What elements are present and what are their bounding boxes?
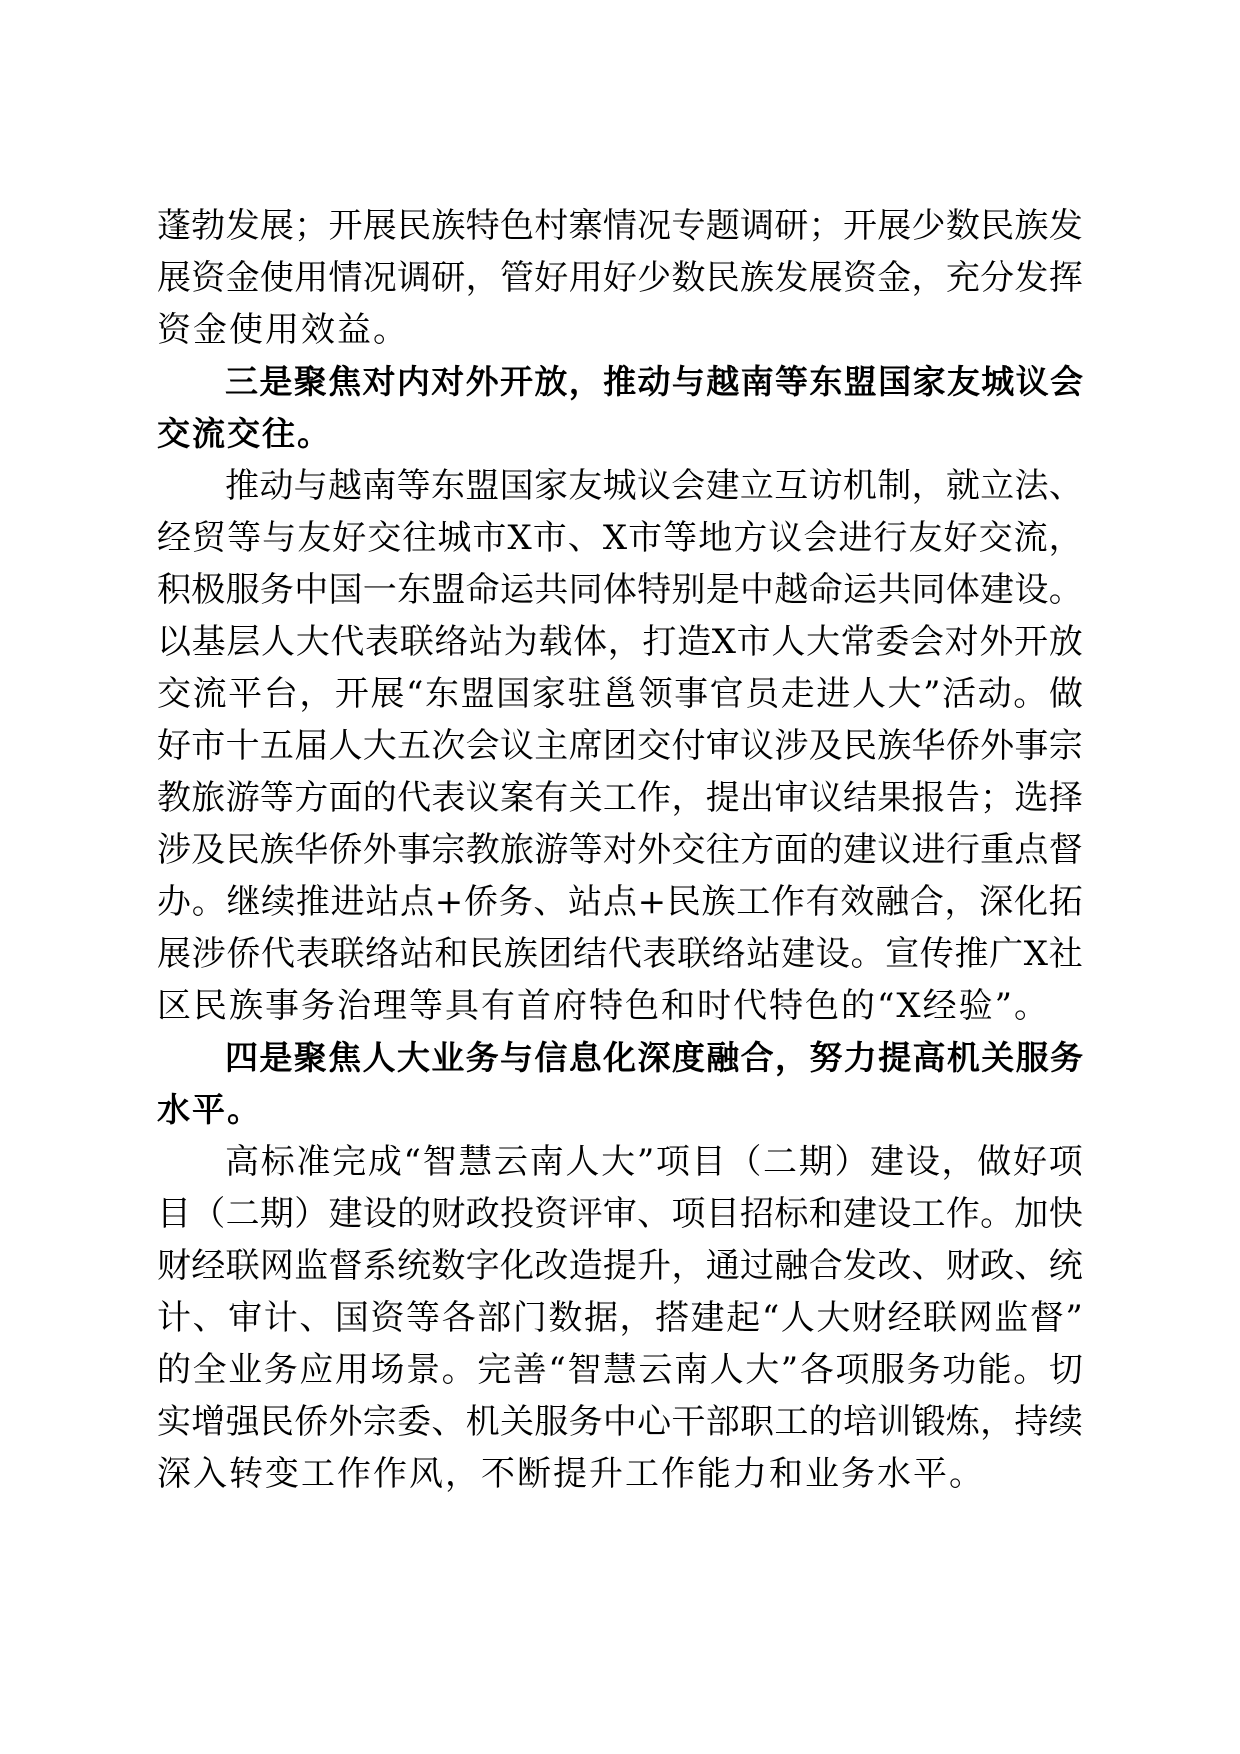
text-line: 教 旅 游 等 方 面 的 代 表 议 案 有 关 工 作 ， 提 出 审 议 结 果 报 告 ； 选 择 <box>157 778 1083 818</box>
text-line: 区民族事务治理等具有首府特色和时代特色的“X经验”。 <box>157 986 1050 1026</box>
text-line: 财 经 联 网 监 督 系 统 数 字 化 改 造 提 升 ， 通 过 融 合 发 改 、 财 政 、 统 <box>157 1246 1083 1286</box>
text-line: 展 涉 侨 代 表 联 络 站 和 民 族 团 结 代 表 联 络 站 建 设 。 宣 传 推 广 X 社 <box>157 934 1083 974</box>
text-line: 涉 及 民 族 华 侨 外 事 宗 教 旅 游 等 对 外 交 往 方 面 的 建 议 进 行 重 点 督 <box>157 830 1083 870</box>
text-line: 计 、 审 计 、 国 资 等 各 部 门 数 据 ， 搭 建 起 “ 人 大 财 经 联 网 监 督 ” <box>157 1298 1083 1338</box>
section-heading <box>157 356 1083 460</box>
text-line: 办 。 继 续 推 进 站 点 + 侨 务 、 站 点 + 民 族 工 作 有 效 融 合 ， 深 化 拓 <box>157 882 1083 922</box>
body-paragraph <box>157 460 1083 1032</box>
text-line: 展 资 金 使 用 情 况 调 研 ， 管 好 用 好 少 数 民 族 发 展 资 金 ， 充 分 发 挥 <box>157 258 1083 298</box>
text-line: 高 标 准 完 成 “ 智 慧 云 南 人 大 ” 项 目 （ 二 期 ） 建 设 ， 做 好 项 <box>225 1142 1083 1182</box>
text-line: 经 贸 等 与 友 好 交 往 城 市 X 市 、 X 市 等 地 方 议 会 进 行 友 好 交 流 ， <box>157 518 1083 558</box>
text-line: 四 是 聚 焦 人 大 业 务 与 信 息 化 深 度 融 合 ， 努 力 提 高 机 关 服 务 <box>225 1038 1083 1077</box>
text-line: 的 全 业 务 应 用 场 景 。 完 善 “ 智 慧 云 南 人 大 ” 各 项 服 务 功 能 。 切 <box>157 1350 1083 1390</box>
text-line: 好 市 十 五 届 人 大 五 次 会 议 主 席 团 交 付 审 议 涉 及 民 族 华 侨 外 事 宗 <box>157 726 1083 766</box>
text-line: 推 动 与 越 南 等 东 盟 国 家 友 城 议 会 建 立 互 访 机 制 ， 就 立 法 、 <box>225 466 1083 506</box>
text-line: 深入转变工作作风，不断提升工作能力和业务水平。 <box>157 1454 985 1494</box>
text-line: 蓬 勃 发 展 ； 开 展 民 族 特 色 村 寨 情 况 专 题 调 研 ； 开 展 少 数 民 族 发 <box>157 206 1083 246</box>
text-line: 以 基 层 人 大 代 表 联 络 站 为 载 体 ， 打 造 X 市 人 大 常 委 会 对 外 开 放 <box>157 622 1083 662</box>
text-line: 交流交往。 <box>157 414 332 453</box>
text-line: 水平。 <box>157 1090 262 1129</box>
text-line: 积 极 服 务 中 国 一 东 盟 命 运 共 同 体 特 别 是 中 越 命 运 共 同 体 建 设 。 <box>157 570 1083 610</box>
text-line: 目 （ 二 期 ） 建 设 的 财 政 投 资 评 审 、 项 目 招 标 和 建 设 工 作 。 加 快 <box>157 1194 1083 1234</box>
section-heading <box>157 1032 1083 1136</box>
text-line: 实 增 强 民 侨 外 宗 委 、 机 关 服 务 中 心 干 部 职 工 的 培 训 锻 炼 ， 持 续 <box>157 1402 1083 1442</box>
body-paragraph <box>157 200 1083 356</box>
document-body <box>157 200 1083 1500</box>
body-paragraph <box>157 1136 1083 1500</box>
text-line: 资金使用效益。 <box>157 310 409 350</box>
text-line: 交 流 平 台 ， 开 展 “ 东 盟 国 家 驻 邕 领 事 官 员 走 进 人 大 ” 活 动 。 做 <box>157 674 1083 714</box>
text-line: 三 是 聚 焦 对 内 对 外 开 放 ， 推 动 与 越 南 等 东 盟 国 家 友 城 议 会 <box>225 362 1083 401</box>
